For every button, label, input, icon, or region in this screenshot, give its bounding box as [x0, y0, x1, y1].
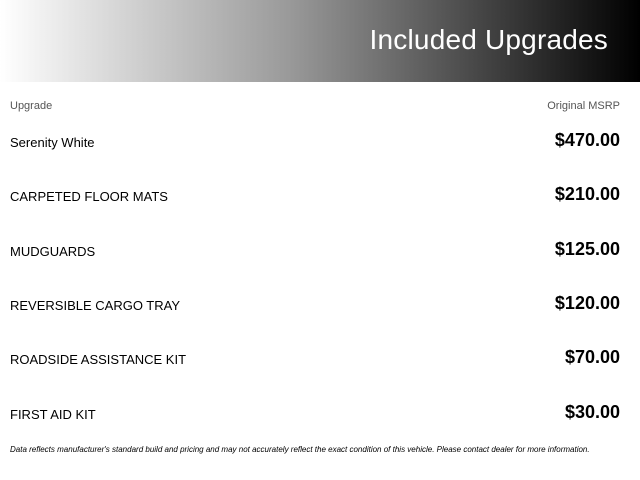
upgrade-price: $70.00	[564, 347, 620, 367]
upgrade-row	[0, 345, 640, 375]
upgrade-name: ROADSIDE ASSISTANCE KIT	[10, 352, 187, 367]
upgrade-row	[0, 400, 640, 430]
page-title: Included Upgrades	[369, 24, 608, 55]
disclaimer-text: Data reflects manufacturer's standard build and pricing and may not accurately reflect the exact condition of this vehicle. Please contact dealer for more information.	[10, 445, 590, 454]
upgrade-price: $470.00	[554, 130, 620, 150]
upgrade-row	[0, 128, 640, 158]
upgrade-name: MUDGUARDS	[10, 244, 96, 259]
upgrade-name: Serenity White	[10, 135, 95, 150]
upgrade-price: $120.00	[554, 293, 620, 313]
upgrade-name: REVERSIBLE CARGO TRAY	[10, 298, 181, 313]
upgrade-column-header: Upgrade	[10, 100, 53, 112]
msrp-column-header: Original MSRP	[547, 100, 620, 112]
upgrade-row	[0, 182, 640, 212]
upgrade-row	[0, 237, 640, 267]
upgrade-row	[0, 291, 640, 321]
upgrade-name: FIRST AID KIT	[10, 407, 96, 422]
upgrade-name: CARPETED FLOOR MATS	[10, 189, 168, 204]
upgrade-price: $30.00	[564, 402, 620, 422]
upgrade-price: $125.00	[554, 239, 620, 259]
upgrade-price: $210.00	[554, 184, 620, 204]
